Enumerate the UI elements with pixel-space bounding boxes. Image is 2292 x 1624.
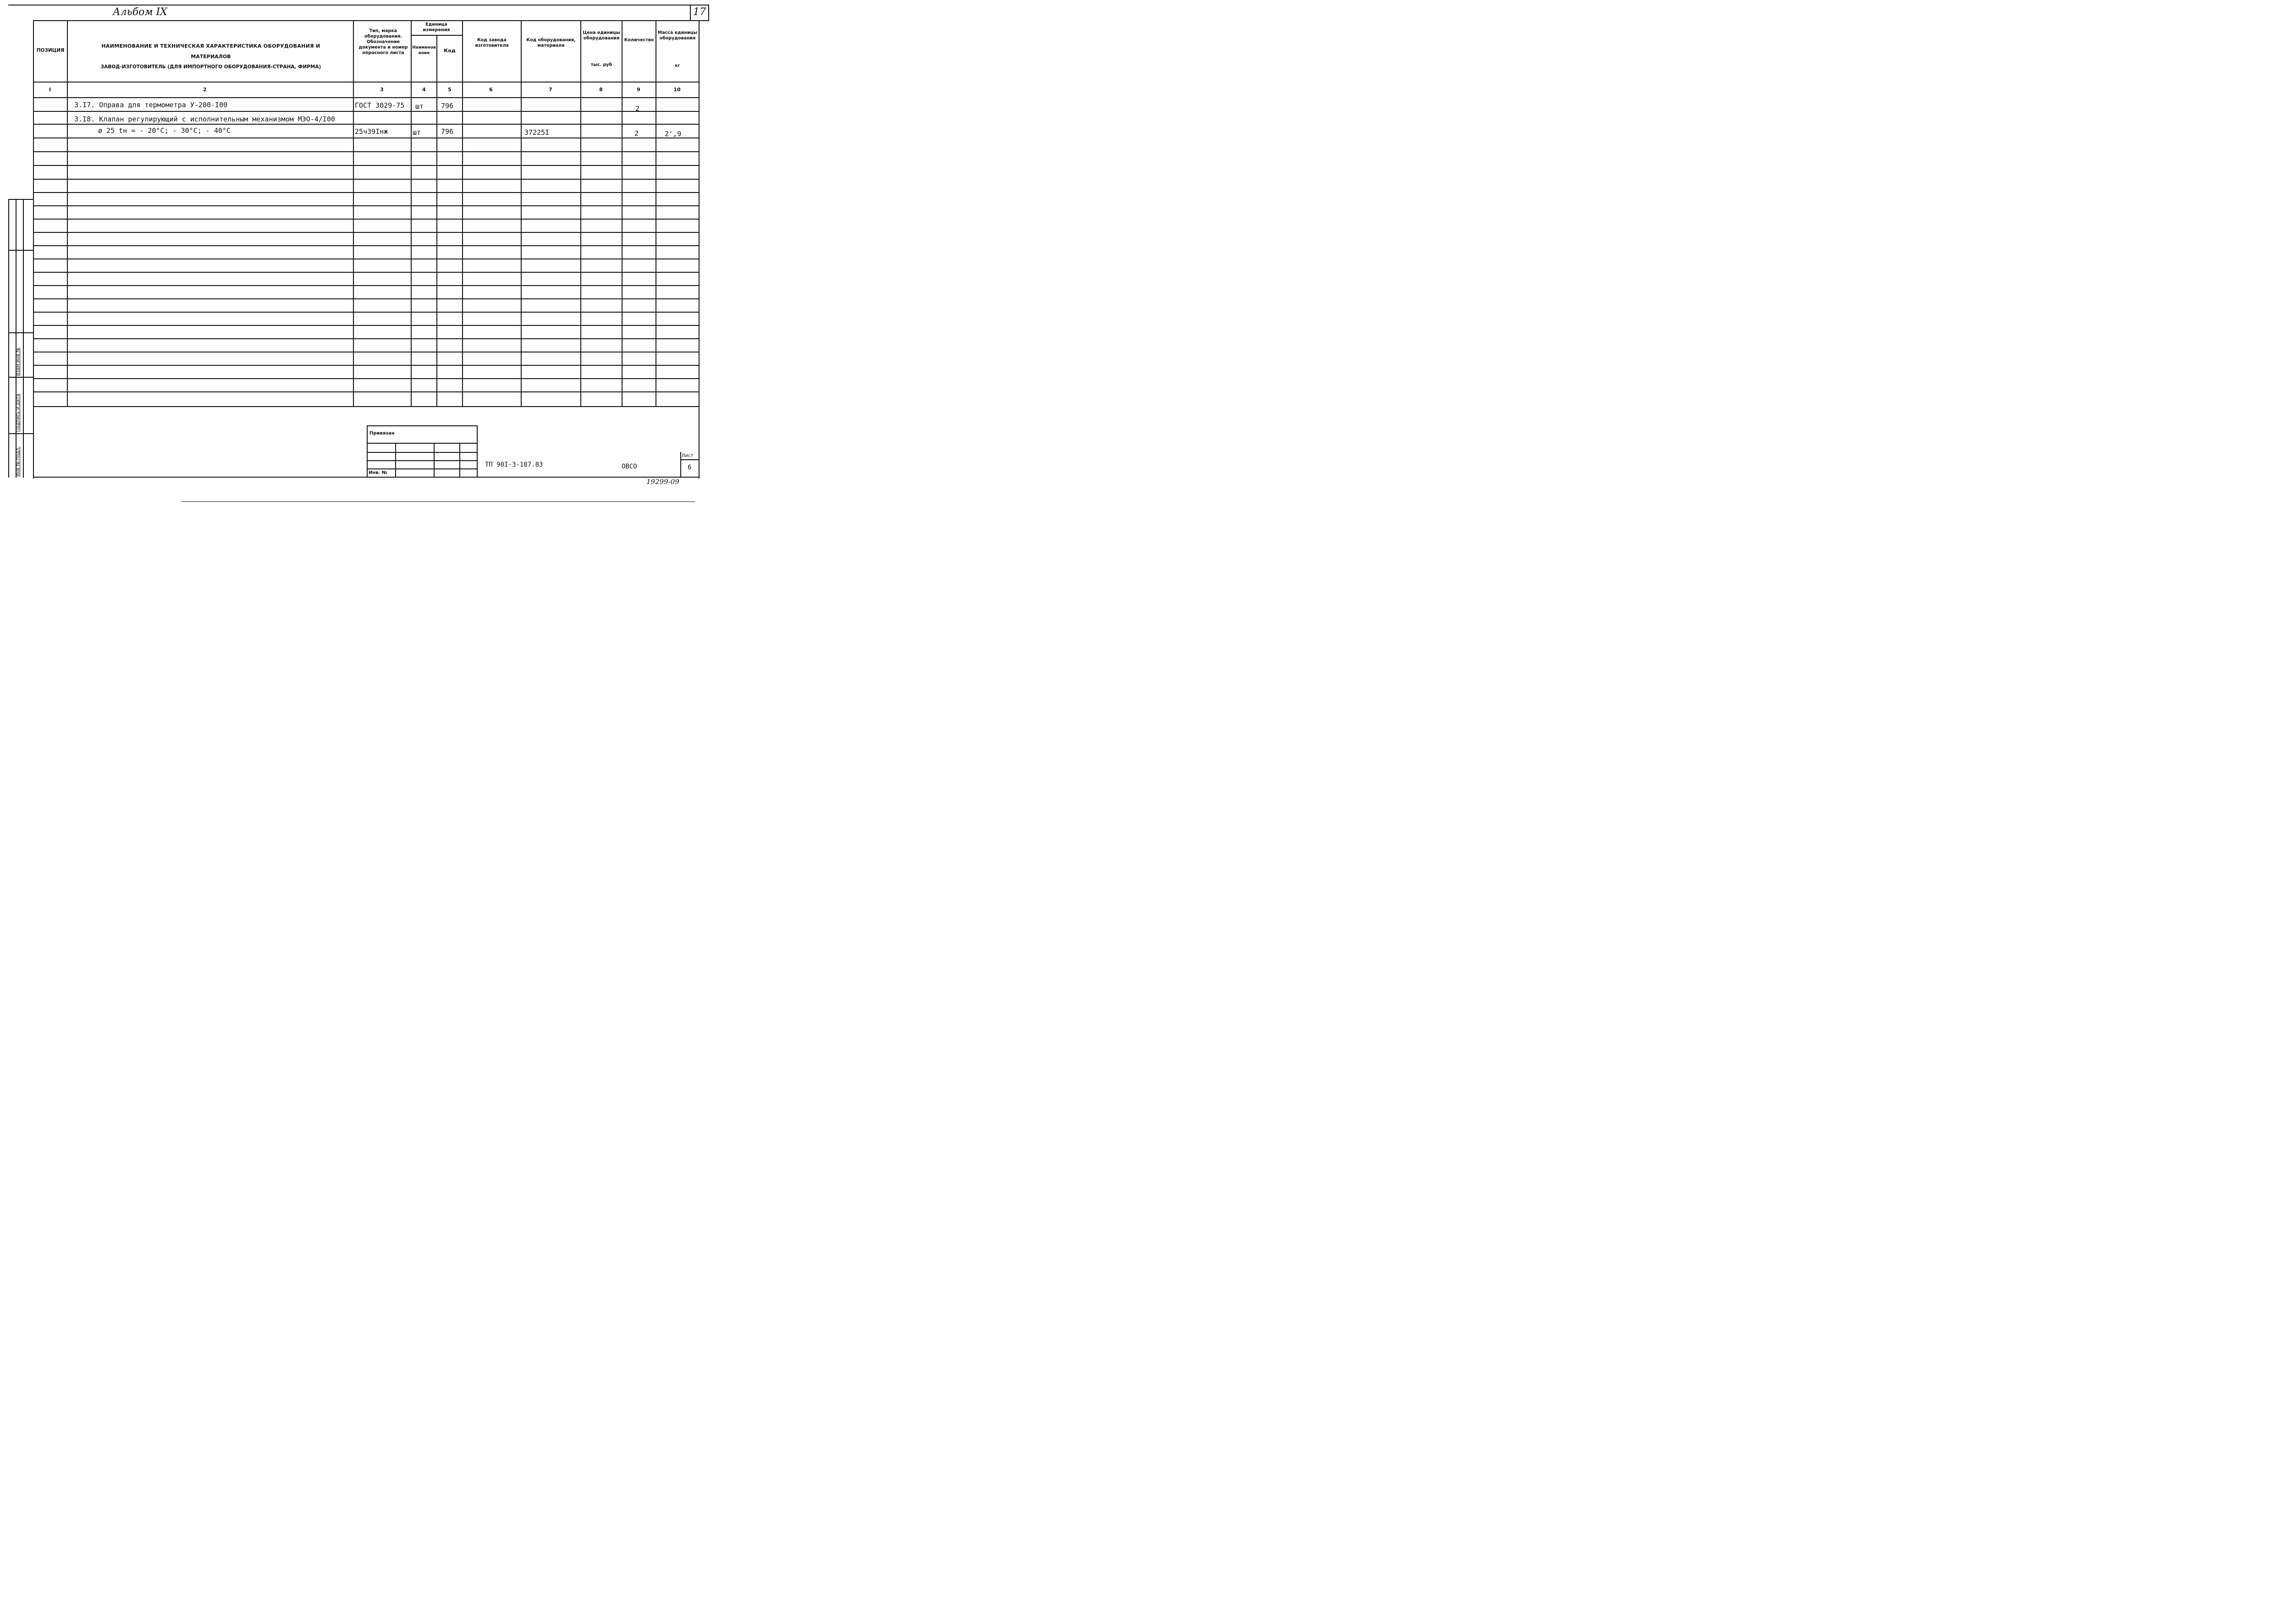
row-line	[33, 179, 700, 180]
row3-mass: 2',9	[665, 130, 682, 138]
col-number-8: 8	[599, 87, 603, 93]
table-right-border	[699, 20, 700, 479]
col-header-position: ПОЗИЦИЯ	[36, 48, 65, 53]
binding-label: Привязан	[369, 431, 395, 436]
col-header-price-unit: тыс. руб	[590, 62, 612, 67]
col-sep-3	[411, 20, 412, 407]
col-header-unit-name: Наименование	[412, 45, 436, 55]
side-stamp-signature: Подпись и дата	[16, 394, 21, 432]
col-header-mass: Масса единицы оборудования	[657, 30, 698, 41]
table-left-border	[33, 20, 34, 479]
col-number-9: 9	[637, 87, 640, 93]
side-stamp-line	[8, 250, 33, 251]
table-body-bottom	[33, 406, 700, 407]
col-number-4: 4	[422, 87, 426, 93]
sheet-box-line	[680, 459, 699, 460]
row-line	[33, 192, 700, 193]
row-line	[33, 272, 700, 273]
side-stamp-line	[8, 199, 9, 478]
col-number-10: 10	[673, 87, 681, 93]
page-number: 17	[693, 6, 706, 18]
side-stamp-line	[16, 199, 17, 478]
col-number-2: 2	[203, 87, 207, 93]
sheet-label: Лист	[682, 453, 694, 458]
title-block-line	[367, 452, 477, 453]
col-number-5: 5	[448, 87, 452, 93]
side-stamp-line	[8, 433, 33, 434]
row1-qty: 2	[635, 105, 640, 113]
col-header-equipment-code: Код оборудования, материала	[526, 38, 576, 48]
col-header-factory-code: Код завода изготовителя	[475, 38, 509, 48]
inventory-number-label: Инв. №	[369, 470, 387, 475]
page-number-box	[690, 5, 709, 21]
row-line	[33, 391, 700, 392]
row3-name: ø 25 tн = - 20°C; - 30°C; - 40°C	[98, 127, 231, 135]
sheet-number: 6	[688, 464, 692, 471]
top-border	[8, 5, 709, 6]
row3-code: 796	[441, 127, 454, 136]
row1-name: 3.I7. Оправа для термометра У-200-I00	[74, 101, 228, 109]
col-sep-2	[353, 20, 354, 407]
row-line	[33, 285, 700, 286]
row-line	[33, 111, 700, 112]
unit-group-divider	[411, 35, 462, 36]
row-line	[33, 312, 700, 313]
row2-name: 3.I8. Клапан регулирующий с исполнительным механизмом МЭО-4/I00	[74, 115, 335, 123]
row-line	[33, 232, 700, 233]
col-sep-8	[622, 20, 623, 407]
col-number-3: 3	[380, 87, 384, 93]
col-sep-1	[67, 20, 68, 407]
bottom-trim-line	[182, 501, 695, 502]
header-bottom	[33, 82, 700, 83]
row-line	[33, 219, 700, 220]
row3-unit: шт	[413, 128, 421, 137]
title-block-line	[459, 443, 460, 477]
row-line	[33, 205, 700, 206]
col-sep-6	[521, 20, 522, 407]
row1-unit: шт	[415, 102, 424, 110]
title-block-line	[367, 443, 477, 444]
title-block-line	[395, 443, 396, 477]
col-number-6: 6	[489, 87, 493, 93]
title-block-line	[434, 443, 435, 477]
row-line	[33, 298, 700, 299]
document-code: ТП 90I-3-187.83	[485, 461, 543, 468]
col-header-name-line2: МАТЕРИАЛОВ	[191, 54, 231, 60]
table-bottom-border	[33, 477, 700, 478]
row-line	[33, 124, 700, 125]
col-header-unit-code: Код	[444, 48, 456, 54]
col-header-name-line1: НАИМЕНОВАНИЕ И ТЕХНИЧЕСКАЯ ХАРАКТЕРИСТИКА ОБОРУДОВАНИЯ И	[101, 43, 320, 49]
row3-qty: 2	[634, 129, 639, 138]
col-header-price: Цена единицы оборудования	[583, 30, 620, 41]
section-code: ОВСО	[622, 463, 637, 470]
col-sep-5	[462, 20, 463, 407]
row-line	[33, 165, 700, 166]
row-line	[33, 378, 700, 379]
row3-equipment-code: 37225I	[524, 128, 550, 137]
col-number-1: I	[49, 87, 51, 93]
album-label: Альбом IX	[113, 6, 167, 18]
side-stamp-inventory: Инв № подл.	[16, 446, 21, 477]
col-header-mass-unit: кг	[675, 63, 680, 68]
side-stamp-line	[23, 199, 24, 478]
row-line	[33, 365, 700, 366]
side-stamp-line	[8, 199, 33, 200]
col-number-7: 7	[549, 87, 552, 93]
row-line	[33, 325, 700, 326]
row1-type: ГОСТ 3029-75	[355, 101, 405, 110]
title-block-line	[367, 468, 477, 469]
side-stamp-line	[8, 332, 33, 333]
col-header-type: Тип, марка оборудования. Обозначение документа и номер опросного листа	[358, 28, 408, 55]
row3-type: 25ч39Iнж	[355, 127, 388, 136]
col-header-name-line3: ЗАВОД-ИЗГОТОВИТЕЛЬ (ДЛЯ ИМПОРТНОГО ОБОРУДОВАНИЯ-СТРАНА, ФИРМА)	[100, 64, 321, 70]
side-stamp-replacement: Взам инв №	[16, 347, 21, 376]
number-row-bottom	[33, 97, 700, 98]
unit-group-label: Единица измерения	[423, 22, 450, 33]
row-line	[33, 338, 700, 339]
col-sep-7	[580, 20, 581, 407]
archive-number: 19299-09	[646, 478, 679, 486]
row-line	[33, 151, 700, 152]
col-header-quantity: Количество	[624, 38, 654, 43]
title-block-line	[367, 460, 477, 461]
row1-code: 796	[441, 102, 454, 110]
row-line	[33, 245, 700, 246]
table-top-border	[33, 20, 700, 21]
side-stamp-line	[8, 377, 33, 378]
